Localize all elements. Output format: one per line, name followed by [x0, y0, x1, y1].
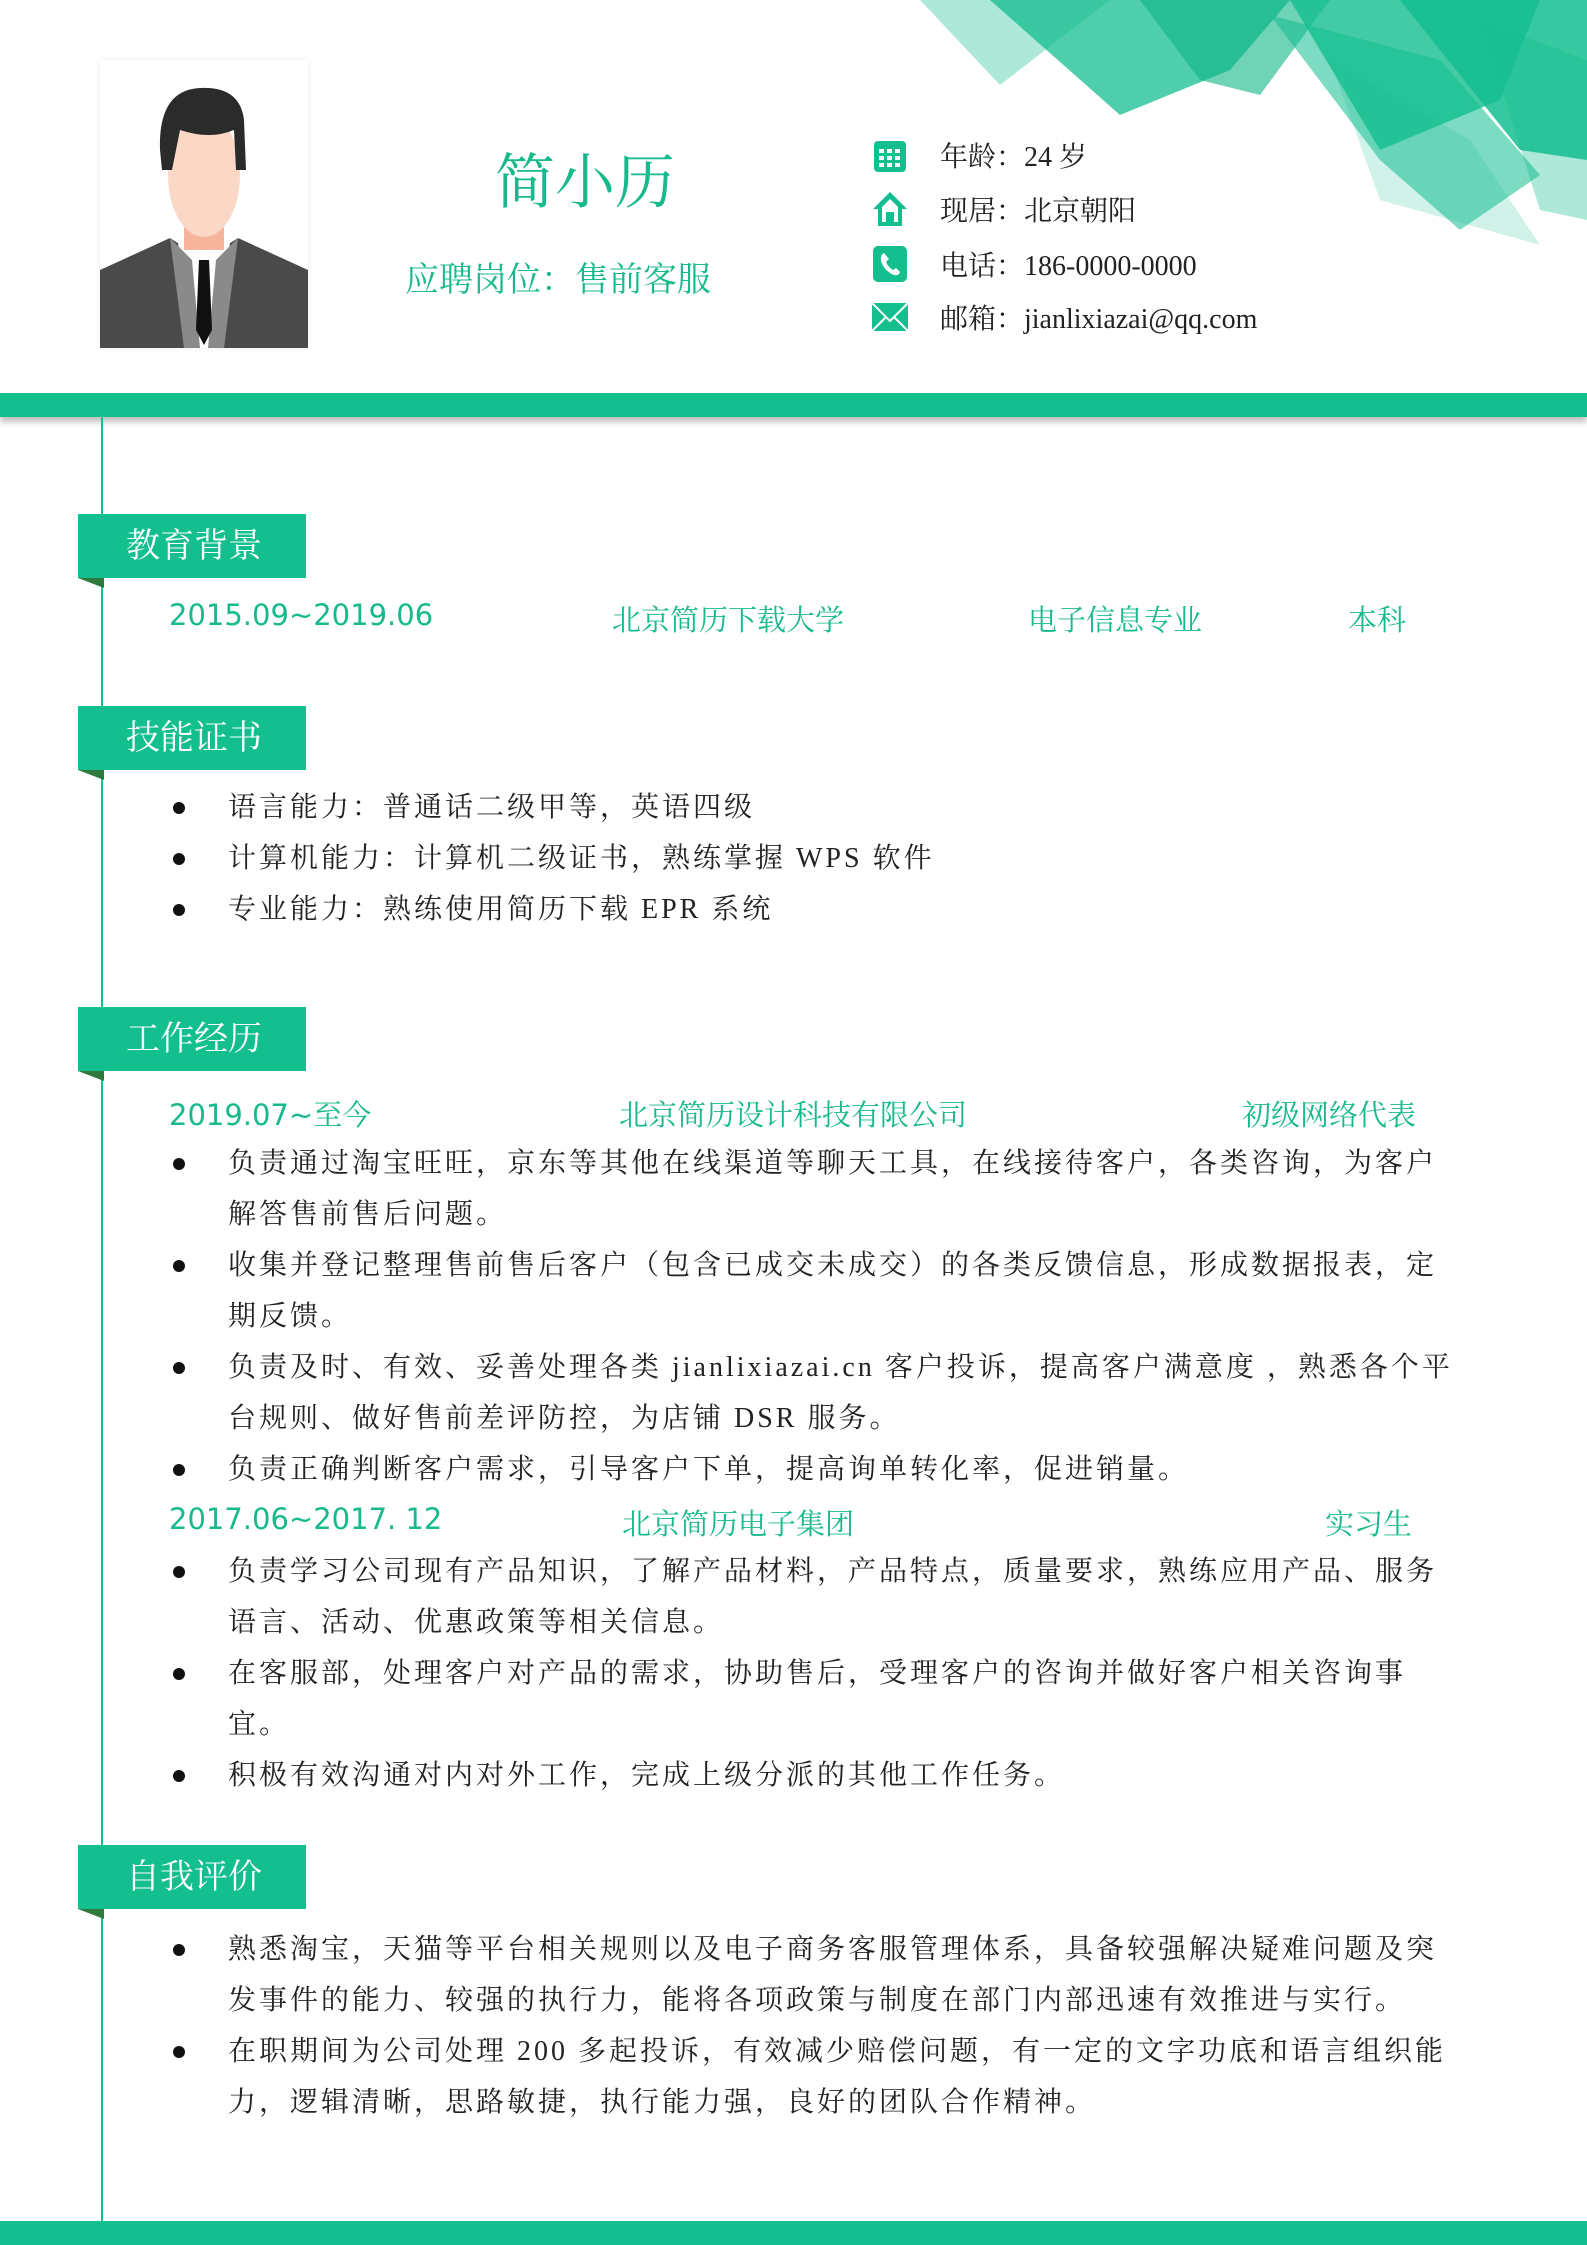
info-age [870, 135, 1087, 175]
list-item: 收集并登记整理售前售后客户（包含已成交未成交）的各类反馈信息，形成数据报表，定期反馈。 [170, 1240, 1460, 1342]
section-title: 教育背景 [126, 526, 262, 566]
job1-role: 初级网络代表 [1242, 1098, 1417, 1132]
list-item: 专业能力：熟练使用简历下载 EPR 系统 [170, 884, 1460, 935]
list-item: 负责学习公司现有产品知识，了解产品材料，产品特点，质量要求，熟练应用产品、服务语言、活动、优惠政策等相关信息。 [170, 1546, 1460, 1648]
edu-major: 电子信息专业 [1028, 603, 1203, 637]
header-divider [0, 393, 1587, 417]
info-location [870, 189, 1136, 229]
calendar-icon [870, 135, 910, 175]
footer-bar [0, 2221, 1587, 2245]
applied-position: 应聘岗位：售前客服 [405, 260, 711, 300]
candidate-name: 简小历 [495, 148, 675, 218]
phone-text: 电话：186-0000-0000 [940, 251, 1197, 282]
info-email [870, 297, 1257, 337]
timeline-line [101, 417, 103, 2227]
section-self-evaluation [78, 1845, 306, 1909]
section-education [78, 514, 306, 578]
section-title: 工作经历 [126, 1019, 262, 1059]
job1-company: 北京简历设计科技有限公司 [619, 1098, 968, 1132]
section-title: 自我评价 [126, 1857, 262, 1897]
list-item: 熟悉淘宝，天猫等平台相关规则以及电子商务客服管理体系，具备较强解决疑难问题及突发事件的能力、较强的执行力，能将各项政策与制度在部门内部迅速有效推进与实行。 [170, 1924, 1460, 2026]
self-eval-list [170, 1924, 1460, 2128]
list-item: 积极有效沟通对内对外工作，完成上级分派的其他工作任务。 [170, 1750, 1460, 1801]
job1-duties [170, 1138, 1460, 1495]
list-item: 负责通过淘宝旺旺，京东等其他在线渠道等聊天工具，在线接待客户，各类咨询，为客户解答售前售后问题。 [170, 1138, 1460, 1240]
section-work [78, 1007, 306, 1071]
job2-duties [170, 1546, 1460, 1801]
age-text: 年龄：24 岁 [940, 142, 1088, 173]
job2-role: 实习生 [1325, 1507, 1413, 1541]
location-text: 现居：北京朝阳 [940, 196, 1137, 227]
section-skills [78, 706, 306, 770]
edu-degree: 本科 [1348, 603, 1407, 637]
job2-period: 2017.06~2017. 12 [169, 1502, 443, 1536]
job2-company: 北京简历电子集团 [622, 1507, 855, 1541]
avatar [100, 60, 308, 348]
list-item: 在客服部，处理客户对产品的需求，协助售后，受理客户的咨询并做好客户相关咨询事宜。 [170, 1648, 1460, 1750]
list-item: 负责及时、有效、妥善处理各类 jianlixiazai.cn 客户投诉，提高客户满意度 ，熟悉各个平台规则、做好售前差评防控，为店铺 DSR 服务。 [170, 1342, 1460, 1444]
mail-icon [870, 297, 910, 337]
home-icon [870, 189, 910, 229]
edu-period: 2015.09~2019.06 [169, 598, 434, 632]
edu-school: 北京简历下载大学 [612, 603, 845, 637]
list-item: 语言能力：普通话二级甲等，英语四级 [170, 782, 1460, 833]
section-title: 技能证书 [126, 718, 262, 758]
email-text: 邮箱：jianlixiazai@qq.com [940, 304, 1258, 335]
list-item: 计算机能力：计算机二级证书，熟练掌握 WPS 软件 [170, 833, 1460, 884]
list-item: 在职期间为公司处理 200 多起投诉，有效减少赔偿问题，有一定的文字功底和语言组织能力，逻辑清晰，思路敏捷，执行能力强，良好的团队合作精神。 [170, 2026, 1460, 2128]
list-item: 负责正确判断客户需求，引导客户下单，提高询单转化率，促进销量。 [170, 1444, 1460, 1495]
job1-period: 2019.07~至今 [169, 1098, 372, 1132]
skills-list [170, 782, 1460, 935]
info-phone [870, 244, 1197, 284]
phone-icon [870, 244, 910, 284]
